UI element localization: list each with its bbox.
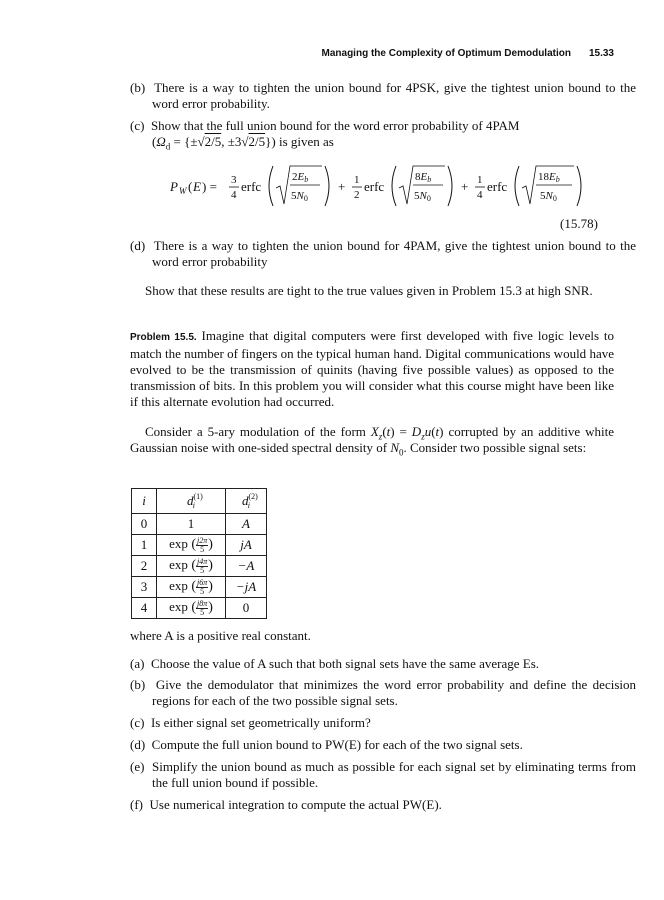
table-cell-d2: −jA: [226, 577, 267, 598]
item-b: [130, 80, 636, 112]
table-row: [132, 535, 267, 556]
svg-text:1: 1: [354, 174, 360, 186]
table-cell-i: 3: [132, 577, 157, 598]
problem-text: Imagine that digital computers were first developed with five logic levels to match the number of fingers on the typical human hand. Digital communications would have evolved to be the transmission of quinits (having five possible values) as opposed to the transmission of bits. In this problem you will consider what this course might have been like if this alternate evolution had occurred.: [130, 328, 615, 409]
item-text: There is a way to tighten the union bound for 4PSK, give the tightest union bound to the word error probability.: [152, 80, 637, 111]
svg-text:5N0: 5N0: [291, 190, 308, 203]
svg-text:+: +: [338, 179, 346, 194]
table-row: [132, 577, 267, 598]
svg-text:+: +: [461, 179, 469, 194]
equation-15-78: [170, 160, 600, 212]
problem-15-5-para1: [130, 328, 614, 410]
table-cell-d2: jA: [226, 535, 267, 556]
svg-text:) =: ) =: [202, 179, 217, 194]
svg-text:5N0: 5N0: [414, 190, 431, 203]
question-b: (b) Give the demodulator that minimizes the word error probability and define the decision regions for each of the two possible signal sets.: [130, 677, 637, 708]
question-d: (d) Compute the full union bound to PW(E) for each of the two signal sets.: [130, 737, 523, 752]
question-f: (f) Use numerical integration to compute the actual PW(E).: [130, 797, 442, 812]
table-cell-d1: 1: [157, 514, 226, 535]
question-e: (e) Simplify the union bound as much as possible for each signal set by eliminating terms from the full union bound if possible.: [130, 759, 637, 790]
item-d: [130, 238, 636, 270]
svg-text:erfc: erfc: [364, 179, 385, 194]
table-header-i: i: [132, 489, 157, 514]
item-text: Show that the full union bound for the word error probability of 4PAM: [150, 118, 520, 133]
svg-text:18Eb: 18Eb: [538, 171, 560, 184]
table-cell-d2: −A: [226, 556, 267, 577]
table-cell-i: 2: [132, 556, 157, 577]
svg-text:4: 4: [231, 189, 237, 201]
item-c-set: ($\Omega_d = \{\pm√2/5$, ±3√2/5}) is given as: [152, 134, 334, 152]
svg-text:P: P: [170, 179, 178, 194]
item-text: ) is given as: [271, 134, 334, 149]
equation-number: (15.78): [560, 216, 598, 231]
table-row: [132, 556, 267, 577]
table-cell-i: 4: [132, 598, 157, 619]
table-cell-d1: exp ( $\frac{j6\pi}{5}$ ): [157, 577, 226, 598]
table-cell-i: 1: [132, 535, 157, 556]
problem-text: . Consider two possible signal sets:: [403, 440, 587, 455]
running-header: [130, 48, 614, 59]
problem-label: Problem 15.5.: [130, 332, 197, 343]
svg-text:W: W: [179, 186, 187, 196]
item-label: (c): [130, 118, 145, 133]
table-cell-d1: exp ( $\frac{j4\pi}{5}$ ): [157, 556, 226, 577]
svg-text:erfc: erfc: [487, 179, 508, 194]
svg-text:2: 2: [354, 189, 360, 201]
svg-text:2Eb: 2Eb: [292, 171, 309, 184]
svg-text:1: 1: [477, 174, 483, 186]
show-tight-paragraph: Show that these results are tight to the true values given in Problem 15.3 at high SNR.: [145, 283, 593, 298]
svg-text:E: E: [193, 179, 201, 194]
table-header-row: [132, 489, 267, 514]
problem-text: corrupted by an additive white Gaussian noise with one-sided spectral density of: [130, 424, 614, 455]
table-cell-d1: exp ( $\frac{j2\pi}{5}$ ): [157, 535, 226, 556]
table-row: [132, 514, 267, 535]
svg-text:5N0: 5N0: [540, 190, 557, 203]
table-cell-d2: 0: [226, 598, 267, 619]
svg-text:4: 4: [477, 189, 483, 201]
page-number: 15.33: [588, 48, 614, 59]
svg-text:erfc: erfc: [241, 179, 262, 194]
table-header-d2: $d^{(2)}_i$: [226, 489, 267, 514]
table-row: [132, 598, 267, 619]
item-label: (b): [130, 80, 146, 95]
where-text: where A is a positive real constant.: [130, 628, 311, 643]
problem-15-5-para2: Consider a 5-ary modulation of the form $X_z(t) = D_zu(t)$ corrupted by an additive white Gaussian noise with one-sided spectral density of $N_0$. Consider two possible signal sets:: [130, 424, 614, 458]
svg-text:(: (: [188, 179, 193, 194]
signal-set-table: [131, 488, 267, 619]
item-label: (d): [130, 238, 146, 253]
table-cell-d1: exp ( $\frac{j8\pi}{5}$ ): [157, 598, 226, 619]
item-c: [130, 118, 636, 134]
table-header-d1: $d^{(1)}_i$: [157, 489, 226, 514]
question-c: (c) Is either signal set geometrically uniform?: [130, 715, 371, 730]
header-title: Managing the Complexity of Optimum Demodulation: [321, 48, 571, 59]
table-cell-d2: A: [226, 514, 267, 535]
question-a: (a) Choose the value of A such that both signal sets have the same average Es.: [130, 656, 540, 671]
item-text: There is a way to tighten the union bound for 4PAM, give the tightest union bound to the word error probability: [152, 238, 636, 269]
svg-text:3: 3: [231, 174, 237, 186]
table-cell-i: 0: [132, 514, 157, 535]
problem-text: Consider a 5-ary modulation of the form: [145, 424, 371, 439]
svg-text:8Eb: 8Eb: [415, 171, 432, 184]
